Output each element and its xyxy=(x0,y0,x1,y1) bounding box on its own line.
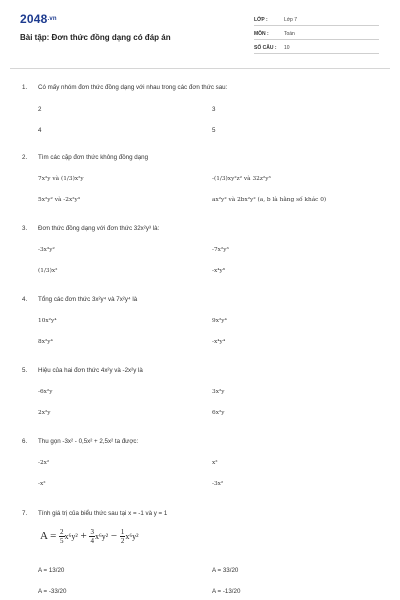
formula-plus: + xyxy=(80,530,87,543)
fraction-denominator: 2 xyxy=(120,537,125,545)
question-text: Thu gọn -3x² - 0,5x² + 2,5x² ta được: xyxy=(38,438,139,445)
question-number: 7. xyxy=(22,510,28,517)
question-text: Có mấy nhóm đơn thức đồng dạng với nhau trong các đơn thức sau: xyxy=(38,84,228,91)
option-b[interactable]: A = 33/20 xyxy=(212,567,239,574)
question-text: Tính giá trị của biểu thức sau tại x = -1 và y = 1 xyxy=(38,510,168,517)
worksheet-header xyxy=(0,0,400,64)
option-a[interactable]: A = 13/20 xyxy=(38,567,65,574)
option-d[interactable]: 5 xyxy=(212,127,216,134)
option-a[interactable]: -3x³y² xyxy=(38,247,55,253)
option-b[interactable]: x² xyxy=(212,460,218,466)
question-text: Đơn thức đồng dạng với đơn thức 32x²y³ là: xyxy=(38,225,160,232)
option-a[interactable]: 7x²y và (1/3)x²y xyxy=(38,176,84,182)
question-number: 1. xyxy=(22,84,28,91)
option-d[interactable]: ax²y² và 2bx²y² (a, b là hằng số khác 0) xyxy=(212,197,327,203)
option-d[interactable]: A = -13/20 xyxy=(212,588,241,595)
meta-subject xyxy=(254,30,379,40)
fraction-numerator: 1 xyxy=(120,528,125,536)
question-number: 3. xyxy=(22,225,28,232)
logo-main: 2048 xyxy=(20,12,48,26)
meta-class xyxy=(254,16,379,26)
option-a[interactable]: 10x²y⁴ xyxy=(38,318,57,324)
option-c[interactable]: 8x²y⁴ xyxy=(38,339,53,345)
question-number: 6. xyxy=(22,438,28,445)
formula-term: x⁶y² xyxy=(125,532,139,542)
meta-subject-value: Toán xyxy=(284,31,295,37)
question-text: Hiệu của hai đơn thức 4x²y và -2x²y là xyxy=(38,367,143,374)
fraction-numerator: 2 xyxy=(60,528,64,536)
option-c[interactable]: 5x²y² và -2x²y³ xyxy=(38,197,81,203)
meta-class-key: LỚP : xyxy=(254,17,268,23)
question-text: Tìm các cặp đơn thức không đồng dạng xyxy=(38,154,149,161)
formula-term: x⁶y² xyxy=(94,532,109,542)
site-logo[interactable] xyxy=(20,12,57,26)
formula-lhs: A = xyxy=(40,530,57,543)
fraction-denominator: 4 xyxy=(90,537,94,545)
option-a[interactable]: -2x² xyxy=(38,460,50,466)
meta-subject-key: MÔN : xyxy=(254,31,269,37)
option-a[interactable]: -6x²y xyxy=(38,389,53,395)
expression-formula xyxy=(40,528,139,545)
fraction-numerator: 3 xyxy=(90,528,94,536)
question-number: 4. xyxy=(22,296,28,303)
meta-count-key: SỐ CÂU : xyxy=(254,45,277,51)
option-d[interactable]: -x⁴y⁴ xyxy=(212,339,226,345)
option-a[interactable]: 2 xyxy=(38,106,42,113)
option-c[interactable]: A = -33/20 xyxy=(38,588,67,595)
option-c[interactable]: 4 xyxy=(38,127,42,134)
meta-class-value: Lớp 7 xyxy=(284,17,298,23)
question-text: Tổng các đơn thức 3x²y⁴ và 7x²y⁴ là xyxy=(38,296,138,303)
option-c[interactable]: -x² xyxy=(38,481,46,487)
question-number: 2. xyxy=(22,154,28,161)
option-b[interactable]: 3 xyxy=(212,106,216,113)
option-c[interactable]: (1/3)x² xyxy=(38,268,58,274)
option-d[interactable]: 6x²y xyxy=(212,410,225,416)
option-b[interactable]: -(1/3)xy²z² và 32z²y³ xyxy=(212,176,271,182)
header-divider xyxy=(10,68,390,69)
fraction-denominator: 5 xyxy=(60,537,64,545)
option-c[interactable]: 2x²y xyxy=(38,410,51,416)
formula-term: x⁶y² xyxy=(64,532,78,542)
option-b[interactable]: 3x²y xyxy=(212,389,225,395)
meta-count xyxy=(254,44,379,54)
meta-count-value: 10 xyxy=(284,45,290,51)
worksheet-title: Bài tập: Đơn thức đồng dạng có đáp án xyxy=(20,33,171,42)
formula-minus: − xyxy=(110,530,118,543)
option-d[interactable]: -3x² xyxy=(212,481,224,487)
option-b[interactable]: 9x²y⁴ xyxy=(212,318,227,324)
question-number: 5. xyxy=(22,367,28,374)
option-b[interactable]: -7x²y³ xyxy=(212,247,229,253)
option-d[interactable]: -x⁴y⁶ xyxy=(212,268,226,274)
logo-suffix: .vn xyxy=(47,16,57,22)
